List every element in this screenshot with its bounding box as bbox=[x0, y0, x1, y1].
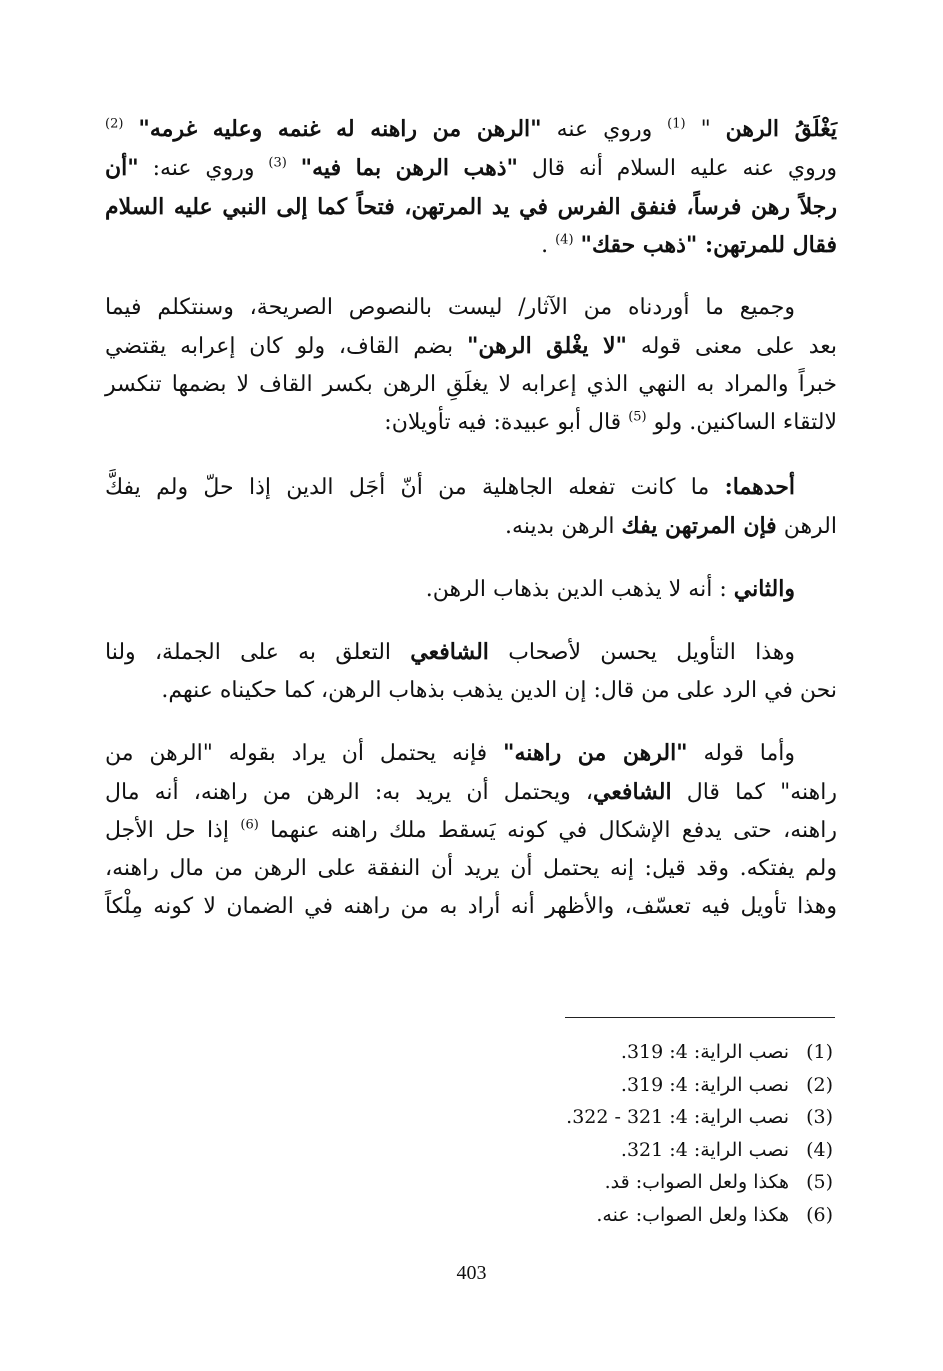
footnote-number: (2) bbox=[806, 1073, 833, 1096]
text-line bbox=[105, 570, 837, 609]
text-segment: قال أبو عبيدة: فيه تأويلان: bbox=[384, 410, 629, 435]
footnote-divider bbox=[565, 1017, 835, 1018]
footnote-text: نصب الراية: 4: 321 - 322. bbox=[566, 1106, 789, 1128]
paragraph-6 bbox=[105, 734, 837, 926]
text-segment: " bbox=[685, 117, 726, 142]
footnotes bbox=[493, 1036, 833, 1231]
footnote bbox=[493, 1199, 833, 1232]
text-line: رجلاً رهن فرساً، فنفق الفرس في يد المرتهن، فتحاً كما إلى النبي عليه السلام bbox=[105, 194, 837, 220]
footnote-number: (4) bbox=[806, 1138, 833, 1161]
paragraph-2 bbox=[105, 289, 837, 442]
page-number: 403 bbox=[456, 1262, 487, 1284]
text-segment: لالتقاء الساكنين. ولو bbox=[646, 410, 837, 435]
footnote-ref: (4) bbox=[555, 232, 574, 248]
text-line: وجميع ما أوردناه من الآثار/ ليست بالنصوص الصريحة، وسنتكلم فيما bbox=[105, 295, 795, 320]
paragraph-4 bbox=[105, 570, 837, 609]
text-line bbox=[105, 633, 837, 672]
footnote-ref: (6) bbox=[240, 817, 259, 833]
footnote-number: (6) bbox=[806, 1203, 833, 1226]
text-segment: وروي عنه عليه السلام أنه قال bbox=[517, 156, 838, 181]
text-segment bbox=[574, 233, 581, 258]
text-segment bbox=[123, 117, 138, 142]
text-segment: والثاني bbox=[733, 576, 795, 602]
text-segment: "ذهب الرهن بما فيه" bbox=[300, 155, 518, 181]
footnote-text: هكذا ولعل الصواب: عنه. bbox=[596, 1203, 789, 1226]
footnote-number: (5) bbox=[806, 1171, 833, 1193]
text-segment: وأما قوله bbox=[687, 741, 795, 766]
footnote bbox=[493, 1101, 833, 1134]
footnote-ref: (5) bbox=[628, 409, 647, 425]
footnote-ref: (2) bbox=[105, 116, 124, 132]
text-segment: الرهن bbox=[776, 514, 837, 539]
text-segment: راهنه" كما قال bbox=[671, 780, 837, 805]
paragraph-1 bbox=[105, 110, 837, 265]
text-segment: "الرهن من راهنه له غنمه وعليه غرمه" bbox=[138, 116, 542, 142]
text-line bbox=[105, 327, 837, 366]
text-line bbox=[105, 734, 837, 773]
text-segment: ، ويحتمل أن يريد به: الرهن من راهنه، أنه مال bbox=[105, 780, 593, 805]
text-segment: فإنه يحتمل أن يراد بقوله "الرهن من bbox=[105, 741, 504, 766]
footnote-text: نصب الراية: 4: 319. bbox=[620, 1041, 789, 1063]
text-line: وهذا تأويل فيه تعسّف، والأظهر أنه أراد به من راهنه في الضمان لا كونه مِلْكاً bbox=[105, 894, 837, 919]
text-line bbox=[105, 226, 837, 265]
footnote-ref: (3) bbox=[268, 155, 287, 171]
footnote-text: نصب الراية: 4: 319. bbox=[620, 1073, 789, 1096]
footnote bbox=[493, 1036, 833, 1069]
text-segment: "أن bbox=[105, 155, 139, 181]
footnote bbox=[493, 1134, 833, 1167]
footnote bbox=[493, 1069, 833, 1102]
text-segment: وهذا التأويل يحسن لأصحاب bbox=[488, 640, 795, 665]
text-segment: : أنه لا يذهب الدين بذهاب الرهن. bbox=[425, 577, 734, 602]
text-segment: إذا حل الأجل bbox=[105, 818, 241, 843]
text-segment bbox=[287, 156, 301, 181]
text-segment: وروي عنه bbox=[541, 117, 668, 142]
text-segment: الرهن بدينه. bbox=[505, 514, 622, 539]
text-line bbox=[105, 773, 837, 812]
footnote-text: نصب الراية: 4: 321. bbox=[620, 1138, 789, 1161]
paragraph-5 bbox=[105, 633, 837, 710]
footnote bbox=[493, 1166, 833, 1199]
text-segment: يَغْلَقُ الرهن bbox=[725, 116, 837, 142]
text-segment: أحدهما: bbox=[724, 474, 795, 500]
text-line bbox=[105, 507, 837, 546]
text-line bbox=[105, 110, 837, 149]
text-segment: وروي عنه: bbox=[138, 156, 269, 181]
text-segment: فإن المرتهن يفك bbox=[621, 513, 777, 539]
text-line bbox=[105, 468, 837, 507]
text-segment: الشافعي bbox=[410, 639, 489, 665]
text-segment: "الرهن من راهنه" bbox=[503, 740, 688, 766]
text-segment: "لا يغْلق الرهن" bbox=[466, 333, 628, 359]
text-segment: فقال للمرتهن: "ذهب حقك" bbox=[580, 232, 837, 258]
text-line bbox=[105, 812, 837, 850]
text-segment: . bbox=[541, 233, 556, 258]
text-segment: بضم القاف، ولو كان إعرابه يقتضي bbox=[105, 334, 467, 359]
text-line: نحن في الرد على من قال: إن الدين يذهب بذهاب الرهن، كما حكيناه عنهم. bbox=[161, 678, 837, 703]
text-line bbox=[105, 404, 837, 442]
footnote-number: (3) bbox=[806, 1106, 833, 1128]
footnote-text: هكذا ولعل الصواب: قد. bbox=[604, 1171, 789, 1193]
text-line: خبراً والمراد به النهي الذي إعرابه لا يغلَقِ الرهن بكسر القاف لا بضمها تنكسر bbox=[105, 372, 837, 397]
footnote-number: (1) bbox=[806, 1041, 833, 1063]
text-line: ولم يفتكه. وقد قيل: إنه يحتمل أن يريد أن النفقة على الرهن من مال راهنه، bbox=[105, 856, 837, 881]
text-segment: راهنه، حتى يدفع الإشكال في كونه يَسقط ملك راهنه عنهما bbox=[258, 818, 837, 843]
text-segment: بعد على معنى قوله bbox=[627, 334, 837, 359]
paragraph-3 bbox=[105, 468, 837, 546]
text-segment: ما كانت تفعله الجاهلية من أنّ أجَل الدين إذا حلّ ولم يفكَّ bbox=[105, 475, 725, 500]
footnote-ref: (1) bbox=[667, 116, 686, 132]
text-segment: التعلق به على الجملة، ولنا bbox=[105, 640, 411, 665]
text-segment: الشافعي bbox=[592, 779, 672, 805]
main-text bbox=[105, 110, 837, 944]
text-line bbox=[105, 149, 837, 188]
